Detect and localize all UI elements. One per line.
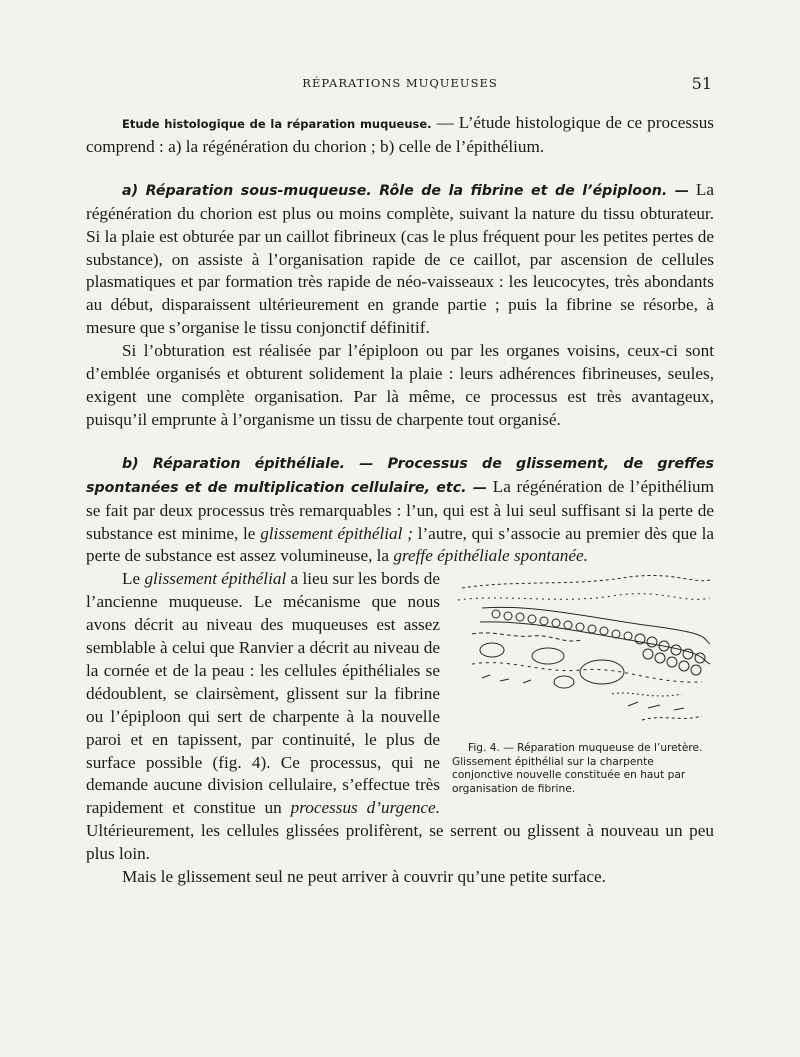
section-b-text-1a: La régénération de l’épithélium se fait par deux processus très remarquables : l’un, qui est à lui seul suffisant si la perte de substance est minime, le xyxy=(86,476,714,543)
section-b-emphasis-3: glissement épithélial xyxy=(144,569,287,589)
figure-caption xyxy=(452,742,714,796)
running-head: RÉPARATIONS MUQUEUSES xyxy=(302,76,498,90)
section-b-text-2c: Ultérieurement, les cellules glissées prolifèrent, se serrent ou glissent à nouveau un peu plus loin. xyxy=(86,821,714,864)
figure-4 xyxy=(452,574,714,796)
section-b-paragraph-1 xyxy=(86,452,714,569)
section-b-emphasis-2: greffe épithéliale spontanée. xyxy=(393,546,588,566)
section-a-paragraph-1 xyxy=(86,179,714,340)
figure-label: Fig. 4. xyxy=(468,742,500,755)
intro-text: — L’étude histologique de ce processus comprend : a) la régénération du chorion ; b) celle de l’épithélium. xyxy=(86,113,714,156)
section-b-text-2a: Le xyxy=(122,569,145,589)
section-b-title: b) Réparation épithéliale. — Processus de glissement, de greffes spontanées et de multiplication cellulaire, etc. — xyxy=(86,455,714,496)
section-b-text-2b: a lieu sur les bords de l’ancienne muqueuse. Le mécanisme que nous avons décrit au niveau des muqueuses est assez semblable à celui que Ranvier a décrit au niveau de la cornée et de la peau : les cellules épithéliales se dédoublent, se clairsèment, glissent sur la fibrine ou l’épiploon qui sert de charpente à la nouvelle paroi et en tapissent, par continuité, le plus de surface possible (fig. 4). Ce processus, qui ne demande aucune division cellulaire, s’effectue très rapidement et constitue un xyxy=(86,569,440,818)
intro-title: Etude histologique de la réparation muqueuse. xyxy=(122,117,432,131)
section-b-emphasis-4: processus d’urgence. xyxy=(290,798,440,818)
section-a-text-1: La régénération du chorion est plus ou moins complète, suivant la nature du tissu obturateur. Si la plaie est obturée par un caillot fibrineux (cas le plus fréquent pour les petites pertes de substance), on assiste à l’organisation rapide de ce caillot, par ascension de cellules plasmatiques et par formation très rapide de néo-vaisseaux : les leucocytes, très abondants au début, disparaissent ultérieurement en grande partie ; puis la fibrine se résorbe, à mesure que s’organise le tissu conjonctif définitif. xyxy=(86,179,714,338)
body-text xyxy=(86,112,714,889)
section-b-emphasis-1: glissement épithélial ; xyxy=(260,523,413,543)
section-b-text-1b: l’autre, qui s’associe au premier dès que la perte de substance est assez volumineuse, la xyxy=(86,523,714,566)
histology-illustration xyxy=(452,574,714,734)
page-number: 51 xyxy=(691,74,712,93)
intro-paragraph xyxy=(86,112,714,159)
section-b-paragraph-3: Mais le glissement seul ne peut arriver à couvrir qu’une petite surface. xyxy=(122,867,606,887)
figure-caption-text: — Réparation muqueuse de l’uretère. Glissement épithélial sur la charpente conjonctive nouvelle constituée en haut par organisation de fibrine. xyxy=(452,742,703,795)
section-a-title: a) Réparation sous-muqueuse. Rôle de la fibrine et de l’épiploon. — xyxy=(122,182,689,199)
section-a-paragraph-2: Si l’obturation est réalisée par l’épiploon ou par les organes voisins, ceux-ci sont d’emblée organisés et obturent solidement la plaie : leurs adhérences fibrineuses, seules, exigent une complète organisation. Par là même, ce processus est très avantageux, puisqu’il emprunte à l’organisme un tissu de charpente tout organisé. xyxy=(86,341,714,429)
